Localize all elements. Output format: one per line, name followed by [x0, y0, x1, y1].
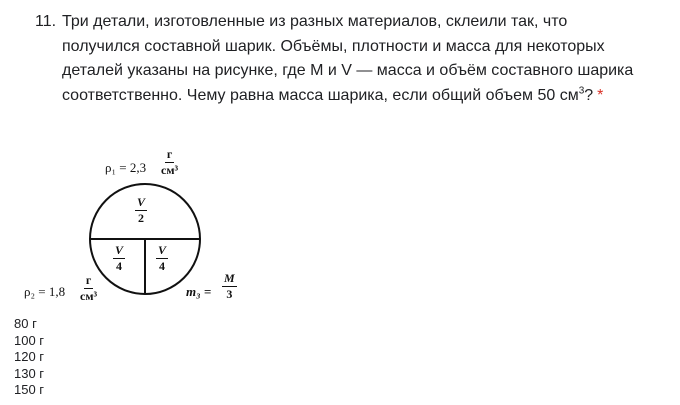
rho2-unit-num: г [85, 273, 92, 287]
rho1-label: ρ₁ = 2,3 [105, 160, 147, 175]
rho2-unit [80, 274, 97, 303]
rho1-unit [161, 148, 178, 177]
right-part-num: V [158, 243, 167, 257]
left-part-den: 4 [116, 259, 122, 273]
answer-options [14, 316, 44, 399]
rho1-unit-num: г [166, 147, 173, 161]
rho1-unit-den: см³ [161, 163, 179, 177]
m3-label: m₃ = [186, 284, 212, 299]
m3-den: 3 [226, 287, 233, 301]
left-part-num: V [115, 243, 124, 257]
left-part-volume [113, 244, 125, 273]
top-part-volume [135, 196, 147, 225]
top-part-den: 2 [138, 211, 144, 225]
answer-option[interactable]: 80 г [14, 316, 37, 331]
top-part-num: V [137, 195, 146, 209]
answer-option[interactable]: 100 г [14, 332, 45, 348]
answer-option[interactable]: 150 г [14, 382, 45, 398]
question-number: 11. [35, 13, 57, 30]
m3-num: M [224, 271, 235, 285]
question-body: Три детали, изготовленные из разных материалов, склеили так, что получился составной шарик. Объёмы, плотности и масса для некоторых деталей указаны на рисунке, где M и V — масса и объём составного шарика соответственно. Чему равна масса шарика, если общий объем 50 см [62, 13, 634, 104]
answer-option[interactable]: 130 г [14, 365, 45, 381]
rho2-unit-den: см³ [80, 289, 98, 303]
answer-option[interactable]: 120 г [14, 349, 45, 365]
question-exponent: 3 [578, 85, 585, 97]
required-mark: * [597, 86, 604, 104]
rho2-label: ρ₂ = 1,8 [24, 284, 66, 299]
m3-fraction [222, 272, 237, 301]
right-part-den: 4 [159, 259, 165, 273]
right-part-volume [156, 244, 168, 273]
question-end: ? [584, 86, 594, 104]
